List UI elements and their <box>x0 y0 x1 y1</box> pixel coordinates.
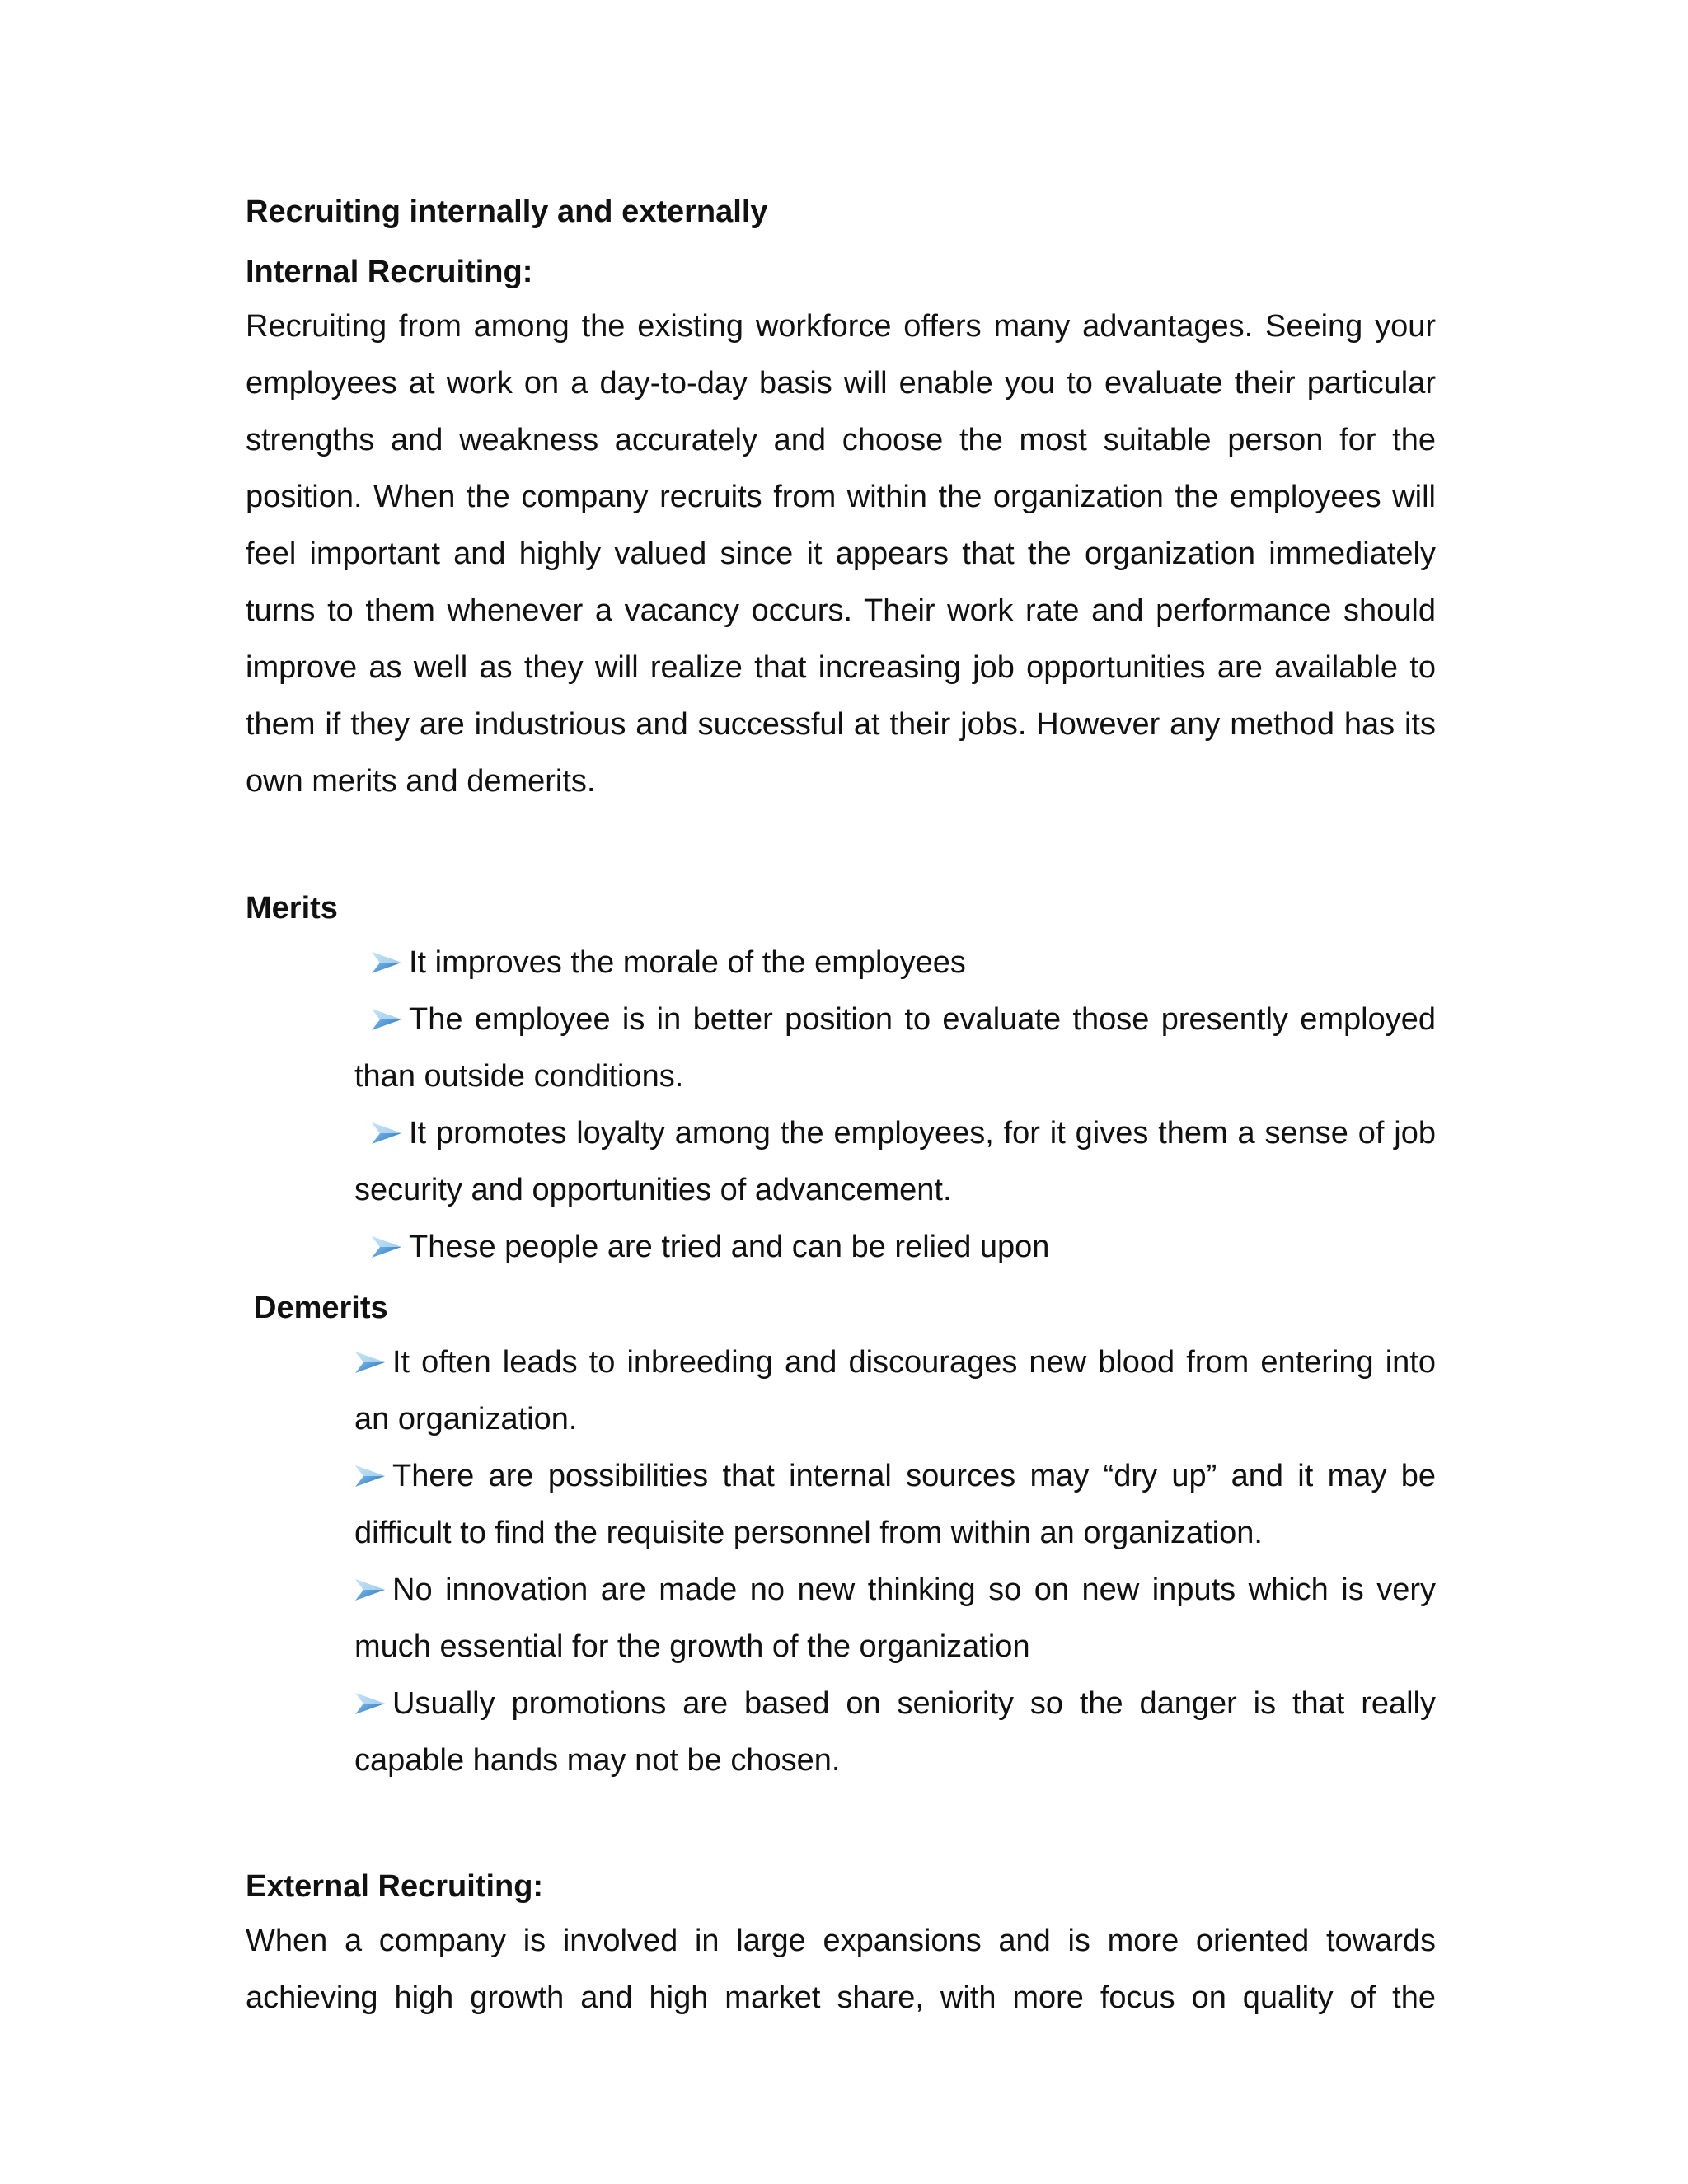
list-item <box>354 935 1436 991</box>
list-item-text: Usually promotions are based on seniority so the danger is that really capable hands may not be chosen. <box>354 1686 1436 1778</box>
merits-heading: Merits <box>246 891 338 926</box>
list-item <box>354 1219 1436 1276</box>
arrow-bullet-icon <box>354 1692 386 1715</box>
list-item-text: The employee is in better position to evaluate those presently employed than outside conditions. <box>354 1002 1436 1094</box>
list-item-text: These people are tried and can be relied upon <box>409 1230 1050 1264</box>
arrow-bullet-icon <box>371 1235 402 1258</box>
list-item-text: It improves the morale of the employees <box>409 945 966 980</box>
internal-recruiting-paragraph: Recruiting from among the existing workforce offers many advantages. Seeing your employees at work on a day-to-day basis will enable you to evaluate their particular strengths and weakness accurately and choose the most suitable person for the position. When the company recruits from within the organization the employees will feel important and highly valued since it appears that the organization immediately turns to them whenever a vacancy occurs. Their work rate and performance should improve as well as they will realize that increasing job opportunities are available to them if they are industrious and successful at their jobs. However any method has its own merits and demerits. <box>246 309 1436 799</box>
arrow-bullet-icon <box>354 1465 386 1488</box>
list-item-text: There are possibilities that internal sources may “dry up” and it may be difficult to find the requisite personnel from within an organization. <box>354 1459 1436 1550</box>
list-item-text: It promotes loyalty among the employees, for it gives them a sense of job security and opportunities of advancement. <box>354 1116 1436 1207</box>
document-title: Recruiting internally and externally <box>246 194 768 229</box>
list-item <box>354 1334 1436 1448</box>
list-item <box>354 991 1436 1105</box>
merits-list <box>354 935 1436 1276</box>
list-item <box>354 1448 1436 1562</box>
list-item-text: No innovation are made no new thinking so on new inputs which is very much essential for the growth of the organization <box>354 1572 1436 1664</box>
arrow-bullet-icon <box>371 951 402 974</box>
external-recruiting-paragraph: When a company is involved in large expansions and is more oriented towards achieving high growth and high market share, with more focus on quality of the <box>246 1924 1436 2015</box>
internal-recruiting-heading: Internal Recruiting: <box>246 255 533 289</box>
list-item <box>354 1562 1436 1675</box>
arrow-bullet-icon <box>371 1008 402 1031</box>
arrow-bullet-icon <box>371 1122 402 1145</box>
demerits-heading: Demerits <box>254 1291 388 1325</box>
list-item-text: It often leads to inbreeding and discourages new blood from entering into an organization. <box>354 1345 1436 1436</box>
demerits-list <box>354 1334 1436 1789</box>
arrow-bullet-icon <box>354 1578 386 1601</box>
list-item <box>354 1105 1436 1219</box>
arrow-bullet-icon <box>354 1351 386 1374</box>
external-recruiting-heading: External Recruiting: <box>246 1869 544 1904</box>
list-item <box>354 1675 1436 1789</box>
